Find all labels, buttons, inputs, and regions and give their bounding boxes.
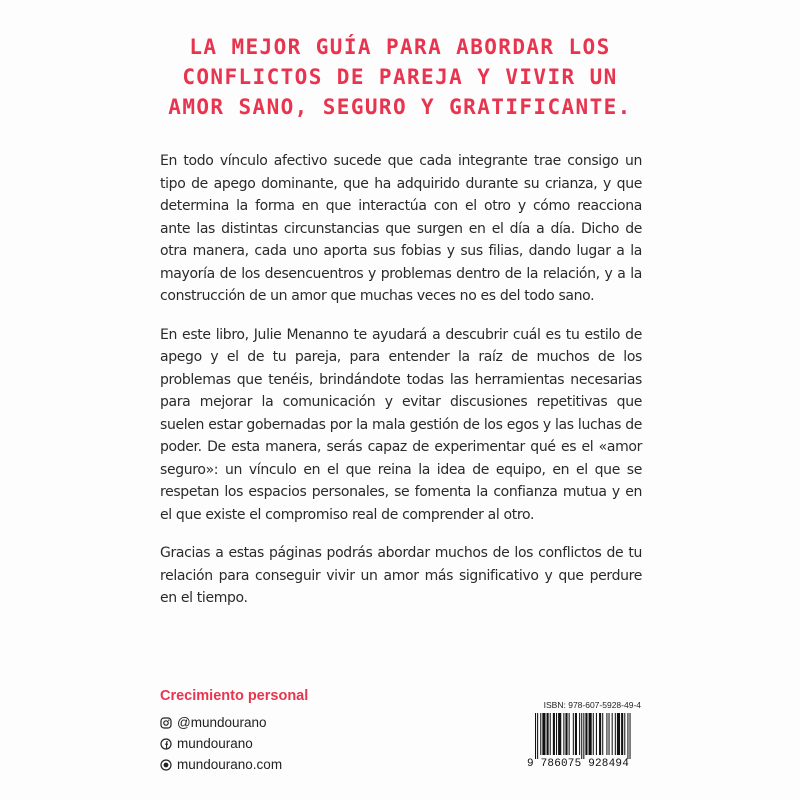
isbn-label: ISBN: 978-607-5928-49-4 [543, 700, 641, 710]
headline-line-1: LA MEJOR GUÍA PARA ABORDAR LOS [189, 35, 611, 59]
synopsis [160, 150, 642, 626]
headline-line-3: AMOR SANO, SEGURO Y GRATIFICANTE. [168, 95, 632, 119]
social-links [160, 712, 282, 775]
social-facebook[interactable] [160, 733, 282, 754]
barcode-digits: 9 786075 928494 [527, 758, 630, 770]
social-web[interactable] [160, 754, 282, 775]
barcode-block [527, 700, 641, 770]
instagram-icon [160, 717, 172, 729]
synopsis-paragraph-1: En todo vínculo afectivo sucede que cada integrante trae consigo un tipo de apego dominante, que ha adquirido durante su crianza, y que determina la forma en que interactúa con el otro y cómo reacciona ante las distintas circunstancias que surgen en el día a día. Dicho de otra manera, cada uno aporta sus fobias y sus filias, dando lugar a la mayoría de los desencuentros y problemas dentro de la relación, y a la construcción de un amor que muchas veces no es del todo sano. [160, 153, 642, 304]
social-instagram[interactable] [160, 712, 282, 733]
synopsis-paragraph-3: Gracias a estas páginas podrás abordar muchos de los conflictos de tu relación para conseguir vivir un amor más significativo y que perdure en el tiempo. [160, 545, 642, 606]
synopsis-paragraph-2: En este libro, Julie Menanno te ayudará a descubrir cuál es tu estilo de apego y el de tu pareja, para entender la raíz de muchos de los problemas que tenéis, brindándote todas las herramientas necesarias para mejorar la comunicación y evitar discusiones repetitivas que suelen estar gobernadas por la mala gestión de los egos y las luchas de poder. De esta manera, serás capaz de experimentar qué es el «amor seguro»: un vínculo en el que reina la idea de equipo, en el que se respetan los espacios personales, se fomenta la confianza mutua y en el que existe el compromiso real de comprender al otro. [160, 326, 642, 523]
instagram-handle: @mundourano [177, 715, 267, 730]
barcode [527, 713, 641, 759]
headline [100, 32, 700, 122]
facebook-icon [160, 738, 172, 750]
headline-line-2: CONFLICTOS DE PAREJA Y VIVIR UN [182, 65, 618, 89]
category-label: Crecimiento personal [160, 688, 309, 704]
facebook-handle: mundourano [177, 736, 253, 751]
web-icon [160, 759, 172, 771]
website-url: mundourano.com [177, 757, 283, 772]
